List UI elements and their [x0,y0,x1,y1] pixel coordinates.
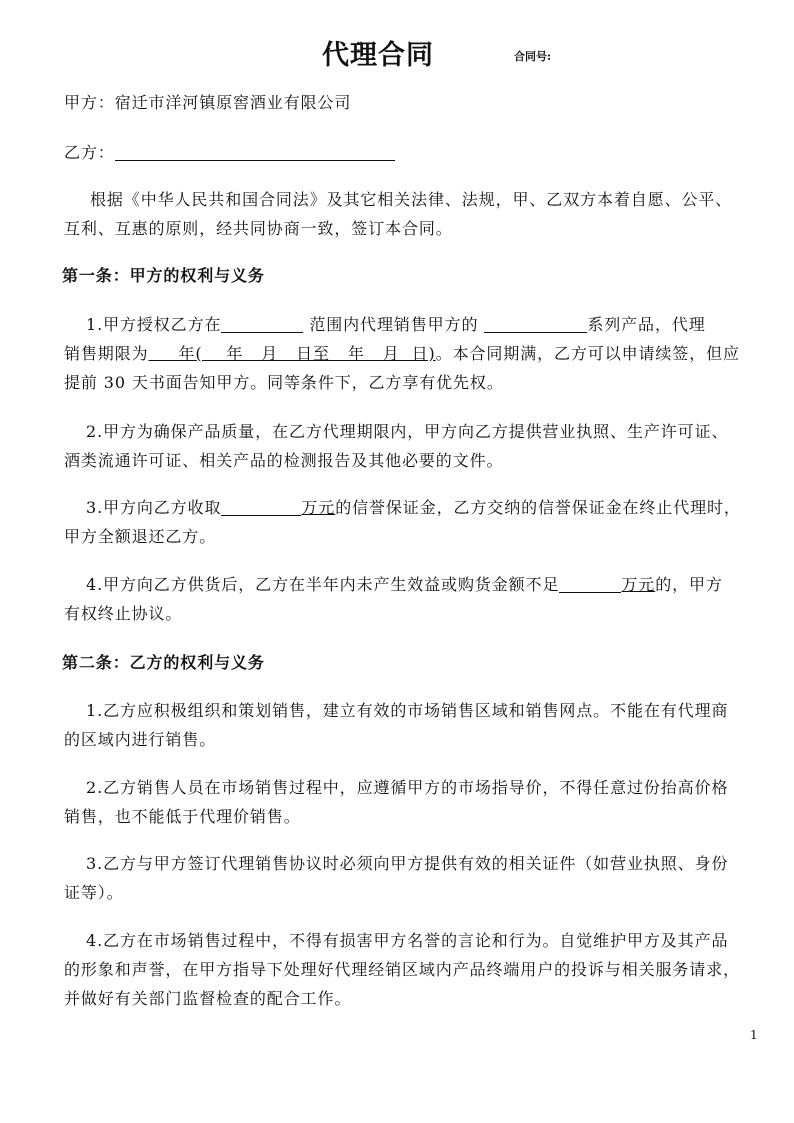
text-segment: 系列产品，代理 [587,315,706,334]
text-line [64,373,504,393]
text-segment: 4.乙方在市场销售过程中，不得有损害甲方名誉的言论和行为。自觉维护甲方及其产品 [86,931,729,950]
text-segment: 第一条：甲方的权利与义务 [62,266,265,285]
text-segment: 销售期限为 [64,344,149,363]
text-line [64,989,351,1009]
document-title: 代理合同 [322,40,434,71]
text-line [64,527,216,547]
text-segment: 范围内代理销售甲方的 [303,315,485,334]
text-line [64,451,503,471]
text-segment: 3.甲方向乙方收取 [86,498,222,517]
text-line [64,344,740,364]
text-segment: 。本合同期满，乙方可以申请续签，但应 [435,344,740,363]
underlined-text: 万元 [621,575,656,594]
text-segment: 的区域内进行销售。 [64,730,217,749]
contract-number-label: 合同号: [514,50,552,63]
fill-in-blank [221,498,301,516]
text-segment: 销售，也不能低于代理价销售。 [64,807,301,826]
text-line [64,143,395,163]
text-line [90,190,732,210]
text-line [86,778,728,798]
text-line [64,807,301,827]
text-segment: 3.乙方与甲方签订代理销售协议时必须向甲方提供有效的相关证件（如营业执照、身份 [86,854,729,873]
text-line [64,883,124,903]
text-line [86,854,728,874]
text-segment: 2.乙方销售人员在市场销售过程中，应遵循甲方的市场指导价，不得任意过份抬高价格 [86,778,729,797]
text-segment: 甲方：宿迁市洋河镇原窖酒业有限公司 [64,93,352,112]
underlined-text: 万元 [301,498,336,517]
section-heading [62,653,265,673]
fill-in-blank [221,315,303,333]
underlined-text: 年( 年 月 日至 年 月 日) [148,344,436,363]
text-line [64,730,216,750]
text-segment: 乙方： [64,143,115,162]
text-segment: 1.乙方应积极组织和策划销售，建立有效的市场销售区域和销售网点。不能在有代理商 [86,701,729,720]
fill-in-blank [559,575,621,593]
text-segment: 互利、互惠的原则，经共同协商一致，签订本合同。 [64,219,453,238]
text-segment: 根据《中华人民共和国合同法》及其它相关法律、法规，甲、乙双方本着自愿、公平、 [90,190,733,209]
text-line [64,960,740,980]
text-segment: 的信誉保证金，乙方交纳的信誉保证金在终止代理时， [335,498,741,517]
text-segment: 提前 30 天书面告知甲方。同等条件下，乙方享有优先权。 [64,373,504,392]
text-line [86,315,706,335]
text-line [86,575,723,595]
text-line [86,931,728,951]
section-heading [62,266,265,286]
text-segment: 的形象和声誉，在甲方指导下处理好代理经销区域内产品终端用户的投诉与相关服务请求， [64,960,741,979]
fill-in-blank [484,315,587,333]
fill-in-blank [115,143,395,161]
text-line [64,604,182,624]
text-segment: 酒类流通许可证、相关产品的检测报告及其他必要的文件。 [64,451,504,470]
text-segment: 并做好有关部门监督检查的配合工作。 [64,989,352,1008]
text-line [64,93,351,113]
text-segment: 甲方全额退还乙方。 [64,527,217,546]
text-line [64,219,453,239]
text-segment: 2.甲方为确保产品质量，在乙方代理期限内，甲方向乙方提供营业执照、生产许可证、 [86,422,729,441]
text-segment: 4.甲方向乙方供货后，乙方在半年内未产生效益或购货金额不足 [86,575,560,594]
page-number: 1 [750,1028,758,1042]
text-segment: 证等）。 [64,883,124,902]
text-line [86,701,728,721]
text-segment: 第二条：乙方的权利与义务 [62,653,265,672]
text-segment: 的，甲方 [655,575,723,594]
text-line [86,498,741,518]
text-segment: 1.甲方授权乙方在 [86,315,222,334]
text-line [86,422,728,442]
text-segment: 有权终止协议。 [64,604,183,623]
